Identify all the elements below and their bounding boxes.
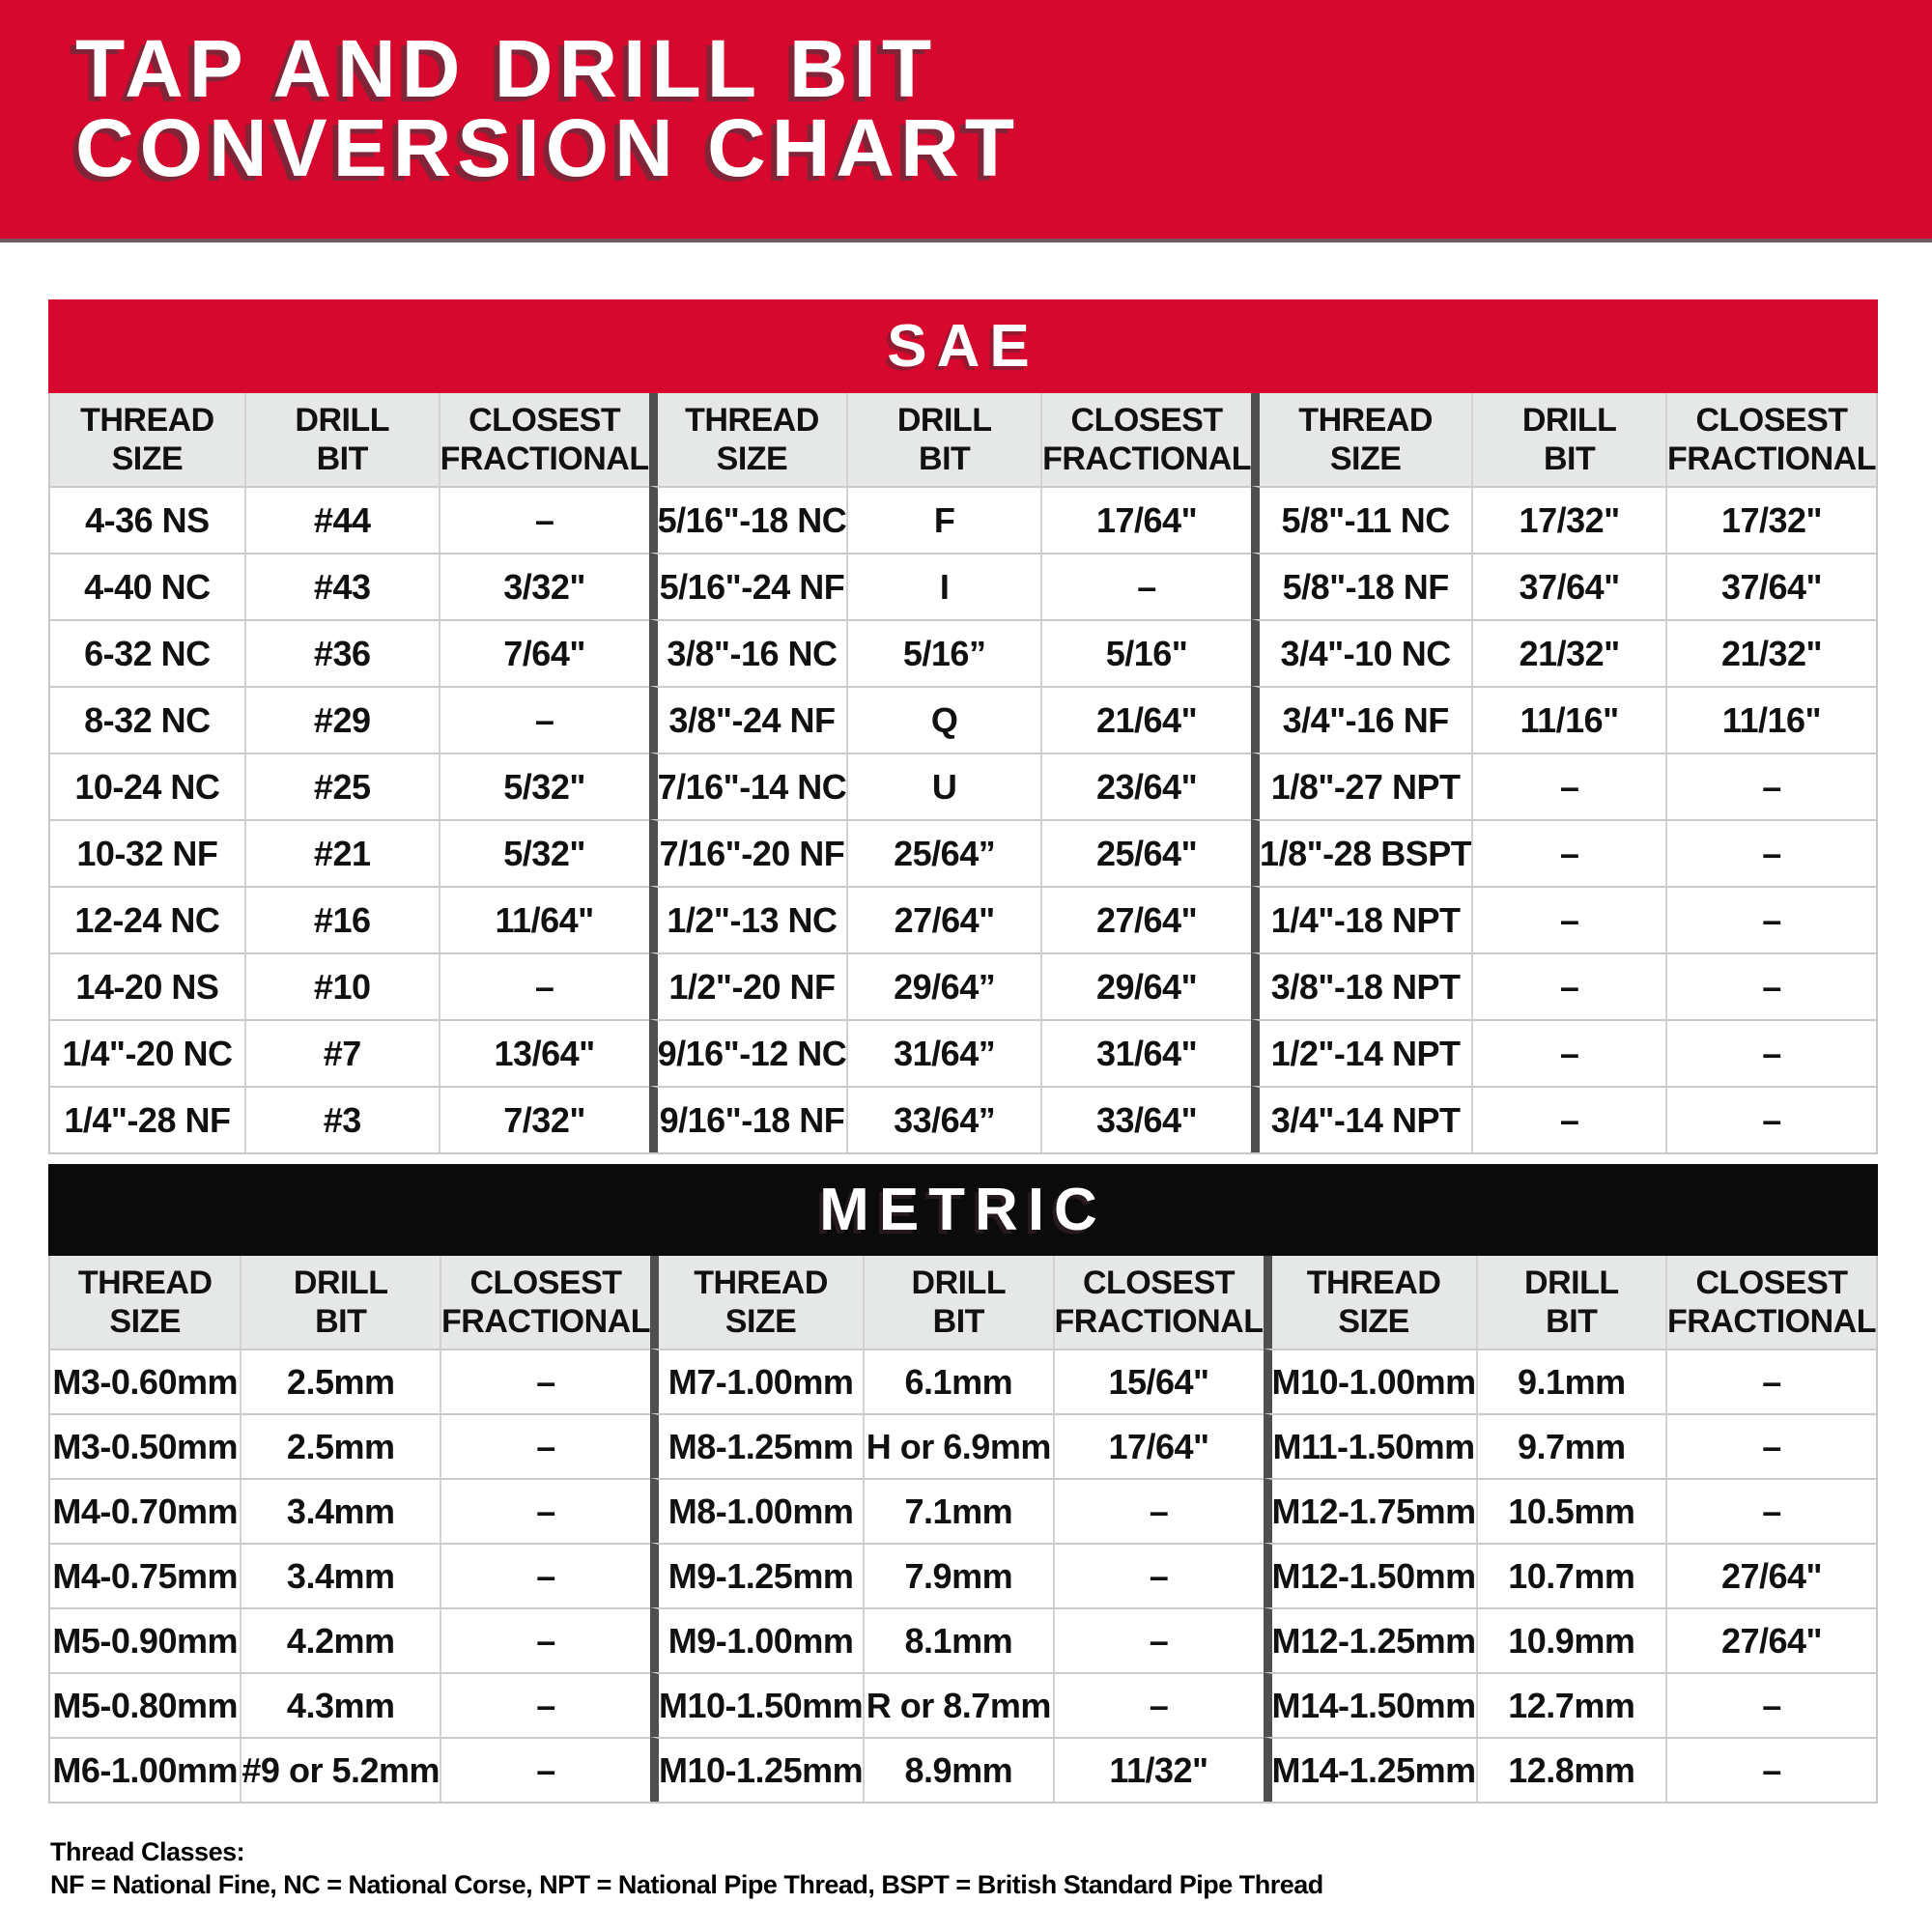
table-cell: #3	[244, 1086, 439, 1152]
table-cell: #21	[244, 819, 439, 886]
table-cell: 1/2"-13 NC	[649, 886, 847, 952]
table-cell: –	[1665, 753, 1876, 819]
table-cell: 14-20 NS	[50, 952, 244, 1019]
table-cell: 23/64"	[1040, 753, 1251, 819]
thread-classes-title: Thread Classes:	[50, 1837, 245, 1866]
table-cell: 4.2mm	[240, 1607, 440, 1672]
table-cell: –	[1665, 1349, 1876, 1413]
table-cell: 9/16"-18 NF	[649, 1086, 847, 1152]
table-cell: –	[440, 1478, 650, 1543]
table-cell: –	[1471, 819, 1665, 886]
column-header: DRILL BIT	[240, 1256, 440, 1349]
column-header: DRILL BIT	[846, 393, 1040, 486]
table-cell: –	[1665, 886, 1876, 952]
table-cell: –	[1665, 1737, 1876, 1802]
table-cell: 7/16"-14 NC	[649, 753, 847, 819]
table-cell: 33/64”	[846, 1086, 1040, 1152]
table-cell: 25/64”	[846, 819, 1040, 886]
table-cell: #36	[244, 619, 439, 686]
table-cell: 27/64"	[1665, 1607, 1876, 1672]
table-cell: –	[439, 486, 649, 553]
table-cell: 5/16"	[1040, 619, 1251, 686]
table-cell: 21/32"	[1665, 619, 1876, 686]
table-cell: 9.1mm	[1476, 1349, 1665, 1413]
table-cell: 3/8"-16 NC	[649, 619, 847, 686]
table-cell: M10-1.25mm	[650, 1737, 863, 1802]
table-cell: 12.7mm	[1476, 1672, 1665, 1737]
column-header: CLOSEST FRACTIONAL	[1665, 1256, 1876, 1349]
table-cell: 3/32"	[439, 553, 649, 619]
table-cell: –	[1053, 1607, 1264, 1672]
table-cell: 9/16"-12 NC	[649, 1019, 847, 1086]
table-cell: 11/16"	[1471, 686, 1665, 753]
table-cell: –	[440, 1737, 650, 1802]
table-cell: 5/8"-18 NF	[1251, 553, 1471, 619]
column-header: DRILL BIT	[1471, 393, 1665, 486]
table-cell: 33/64"	[1040, 1086, 1251, 1152]
table-cell: 3/4"-10 NC	[1251, 619, 1471, 686]
table-cell: 7.1mm	[863, 1478, 1052, 1543]
table-cell: –	[1471, 753, 1665, 819]
table-cell: #9 or 5.2mm	[240, 1737, 440, 1802]
table-cell: 3.4mm	[240, 1543, 440, 1607]
table-cell: H or 6.9mm	[863, 1413, 1052, 1478]
table-cell: M12-1.50mm	[1264, 1543, 1476, 1607]
table-cell: 8.9mm	[863, 1737, 1052, 1802]
table-cell: –	[440, 1543, 650, 1607]
table-cell: 2.5mm	[240, 1413, 440, 1478]
column-header: CLOSEST FRACTIONAL	[440, 1256, 650, 1349]
table-cell: –	[1665, 1672, 1876, 1737]
table-cell: 1/2"-20 NF	[649, 952, 847, 1019]
table-cell: 5/16"-18 NC	[649, 486, 847, 553]
column-header: DRILL BIT	[244, 393, 439, 486]
table-cell: –	[1053, 1478, 1264, 1543]
table-cell: 7/64"	[439, 619, 649, 686]
column-header: CLOSEST FRACTIONAL	[1040, 393, 1251, 486]
metric-table	[48, 1256, 1878, 1804]
column-header: CLOSEST FRACTIONAL	[439, 393, 649, 486]
table-cell: 12.8mm	[1476, 1737, 1665, 1802]
page-title-line1: TAP AND DRILL BIT	[75, 23, 938, 114]
column-header: DRILL BIT	[1476, 1256, 1665, 1349]
table-cell: M3-0.50mm	[50, 1413, 240, 1478]
table-cell: 5/8"-11 NC	[1251, 486, 1471, 553]
table-cell: 7/32"	[439, 1086, 649, 1152]
column-header: THREAD SIZE	[1264, 1256, 1476, 1349]
table-cell: M8-1.25mm	[650, 1413, 863, 1478]
table-cell: 5/16”	[846, 619, 1040, 686]
table-cell: M11-1.50mm	[1264, 1413, 1476, 1478]
table-cell: 9.7mm	[1476, 1413, 1665, 1478]
table-cell: R or 8.7mm	[863, 1672, 1052, 1737]
metric-section-label: METRIC	[819, 1177, 1107, 1243]
table-cell: 3/8"-18 NPT	[1251, 952, 1471, 1019]
table-cell: 4-36 NS	[50, 486, 244, 553]
table-cell: M12-1.25mm	[1264, 1607, 1476, 1672]
table-cell: 17/32"	[1665, 486, 1876, 553]
table-cell: I	[846, 553, 1040, 619]
metric-section-header	[48, 1164, 1878, 1256]
table-cell: –	[1665, 1478, 1876, 1543]
table-cell: 1/4"-18 NPT	[1251, 886, 1471, 952]
page-title-line2: CONVERSION CHART	[75, 102, 1021, 193]
table-cell: M9-1.00mm	[650, 1607, 863, 1672]
table-cell: #44	[244, 486, 439, 553]
column-header: THREAD SIZE	[1251, 393, 1471, 486]
table-cell: 17/64"	[1040, 486, 1251, 553]
table-cell: 3.4mm	[240, 1478, 440, 1543]
table-cell: 6.1mm	[863, 1349, 1052, 1413]
table-cell: –	[439, 952, 649, 1019]
table-cell: 17/32"	[1471, 486, 1665, 553]
table-cell: 6-32 NC	[50, 619, 244, 686]
sae-section-header	[48, 299, 1878, 393]
table-cell: 1/4"-20 NC	[50, 1019, 244, 1086]
column-header: CLOSEST FRACTIONAL	[1053, 1256, 1264, 1349]
table-cell: 5/32"	[439, 753, 649, 819]
thread-classes-definitions: NF = National Fine, NC = National Corse, NPT = National Pipe Thread, BSPT = British Standard Pipe Thread	[50, 1870, 1323, 1899]
table-cell: #43	[244, 553, 439, 619]
table-cell: –	[1471, 886, 1665, 952]
column-header: THREAD SIZE	[650, 1256, 863, 1349]
table-cell: M14-1.50mm	[1264, 1672, 1476, 1737]
table-cell: 1/8"-27 NPT	[1251, 753, 1471, 819]
table-cell: F	[846, 486, 1040, 553]
table-cell: 21/32"	[1471, 619, 1665, 686]
page-banner	[0, 0, 1932, 242]
table-cell: 2.5mm	[240, 1349, 440, 1413]
table-cell: –	[1665, 1413, 1876, 1478]
table-cell: 7.9mm	[863, 1543, 1052, 1607]
table-cell: M6-1.00mm	[50, 1737, 240, 1802]
table-cell: 13/64"	[439, 1019, 649, 1086]
table-cell: 12-24 NC	[50, 886, 244, 952]
table-cell: 31/64”	[846, 1019, 1040, 1086]
table-cell: 21/64"	[1040, 686, 1251, 753]
table-cell: –	[1471, 952, 1665, 1019]
table-cell: M7-1.00mm	[650, 1349, 863, 1413]
table-cell: –	[1665, 1019, 1876, 1086]
column-header: CLOSEST FRACTIONAL	[1665, 393, 1876, 486]
table-cell: 10.5mm	[1476, 1478, 1665, 1543]
table-cell: 25/64"	[1040, 819, 1251, 886]
column-header: THREAD SIZE	[50, 1256, 240, 1349]
table-cell: –	[1053, 1543, 1264, 1607]
table-cell: M14-1.25mm	[1264, 1737, 1476, 1802]
table-cell: 8.1mm	[863, 1607, 1052, 1672]
table-cell: –	[1053, 1672, 1264, 1737]
table-cell: 3/4"-14 NPT	[1251, 1086, 1471, 1152]
table-cell: 1/8"-28 BSPT	[1251, 819, 1471, 886]
table-cell: 7/16"-20 NF	[649, 819, 847, 886]
table-cell: 27/64"	[1665, 1543, 1876, 1607]
table-cell: 4.3mm	[240, 1672, 440, 1737]
table-cell: –	[440, 1607, 650, 1672]
table-cell: 11/16"	[1665, 686, 1876, 753]
table-cell: 3/8"-24 NF	[649, 686, 847, 753]
table-cell: 11/32"	[1053, 1737, 1264, 1802]
table-cell: 10-32 NF	[50, 819, 244, 886]
table-cell: –	[1665, 1086, 1876, 1152]
table-cell: M12-1.75mm	[1264, 1478, 1476, 1543]
table-cell: –	[440, 1349, 650, 1413]
table-cell: –	[1665, 819, 1876, 886]
sae-section-label: SAE	[887, 313, 1039, 380]
table-cell: 27/64"	[1040, 886, 1251, 952]
table-cell: –	[1040, 553, 1251, 619]
table-cell: –	[439, 686, 649, 753]
table-cell: Q	[846, 686, 1040, 753]
table-cell: 3/4"-16 NF	[1251, 686, 1471, 753]
table-cell: 5/16"-24 NF	[649, 553, 847, 619]
table-cell: 10.9mm	[1476, 1607, 1665, 1672]
column-header: DRILL BIT	[863, 1256, 1052, 1349]
table-cell: 4-40 NC	[50, 553, 244, 619]
table-cell: 17/64"	[1053, 1413, 1264, 1478]
table-cell: 37/64"	[1665, 553, 1876, 619]
table-cell: 29/64"	[1040, 952, 1251, 1019]
table-cell: 10.7mm	[1476, 1543, 1665, 1607]
table-cell: 37/64"	[1471, 553, 1665, 619]
table-cell: 8-32 NC	[50, 686, 244, 753]
table-cell: 1/2"-14 NPT	[1251, 1019, 1471, 1086]
table-cell: #25	[244, 753, 439, 819]
table-cell: –	[1471, 1086, 1665, 1152]
table-cell: M5-0.80mm	[50, 1672, 240, 1737]
table-cell: #10	[244, 952, 439, 1019]
table-cell: M4-0.75mm	[50, 1543, 240, 1607]
table-cell: –	[1471, 1019, 1665, 1086]
table-cell: 10-24 NC	[50, 753, 244, 819]
column-header: THREAD SIZE	[649, 393, 847, 486]
thread-classes-note	[50, 1835, 1323, 1901]
table-cell: 31/64"	[1040, 1019, 1251, 1086]
table-cell: 11/64"	[439, 886, 649, 952]
table-cell: –	[440, 1413, 650, 1478]
table-cell: #29	[244, 686, 439, 753]
table-cell: M3-0.60mm	[50, 1349, 240, 1413]
table-cell: #16	[244, 886, 439, 952]
table-cell: M8-1.00mm	[650, 1478, 863, 1543]
column-header: THREAD SIZE	[50, 393, 244, 486]
sae-table	[48, 393, 1878, 1154]
table-cell: 1/4"-28 NF	[50, 1086, 244, 1152]
table-cell: M5-0.90mm	[50, 1607, 240, 1672]
page-title	[75, 23, 1021, 193]
table-cell: U	[846, 753, 1040, 819]
table-cell: 27/64"	[846, 886, 1040, 952]
table-cell: 5/32"	[439, 819, 649, 886]
table-cell: 29/64”	[846, 952, 1040, 1019]
table-cell: #7	[244, 1019, 439, 1086]
table-cell: M9-1.25mm	[650, 1543, 863, 1607]
table-cell: M10-1.50mm	[650, 1672, 863, 1737]
table-cell: 15/64"	[1053, 1349, 1264, 1413]
table-cell: –	[440, 1672, 650, 1737]
table-cell: M4-0.70mm	[50, 1478, 240, 1543]
table-cell: M10-1.00mm	[1264, 1349, 1476, 1413]
table-cell: –	[1665, 952, 1876, 1019]
